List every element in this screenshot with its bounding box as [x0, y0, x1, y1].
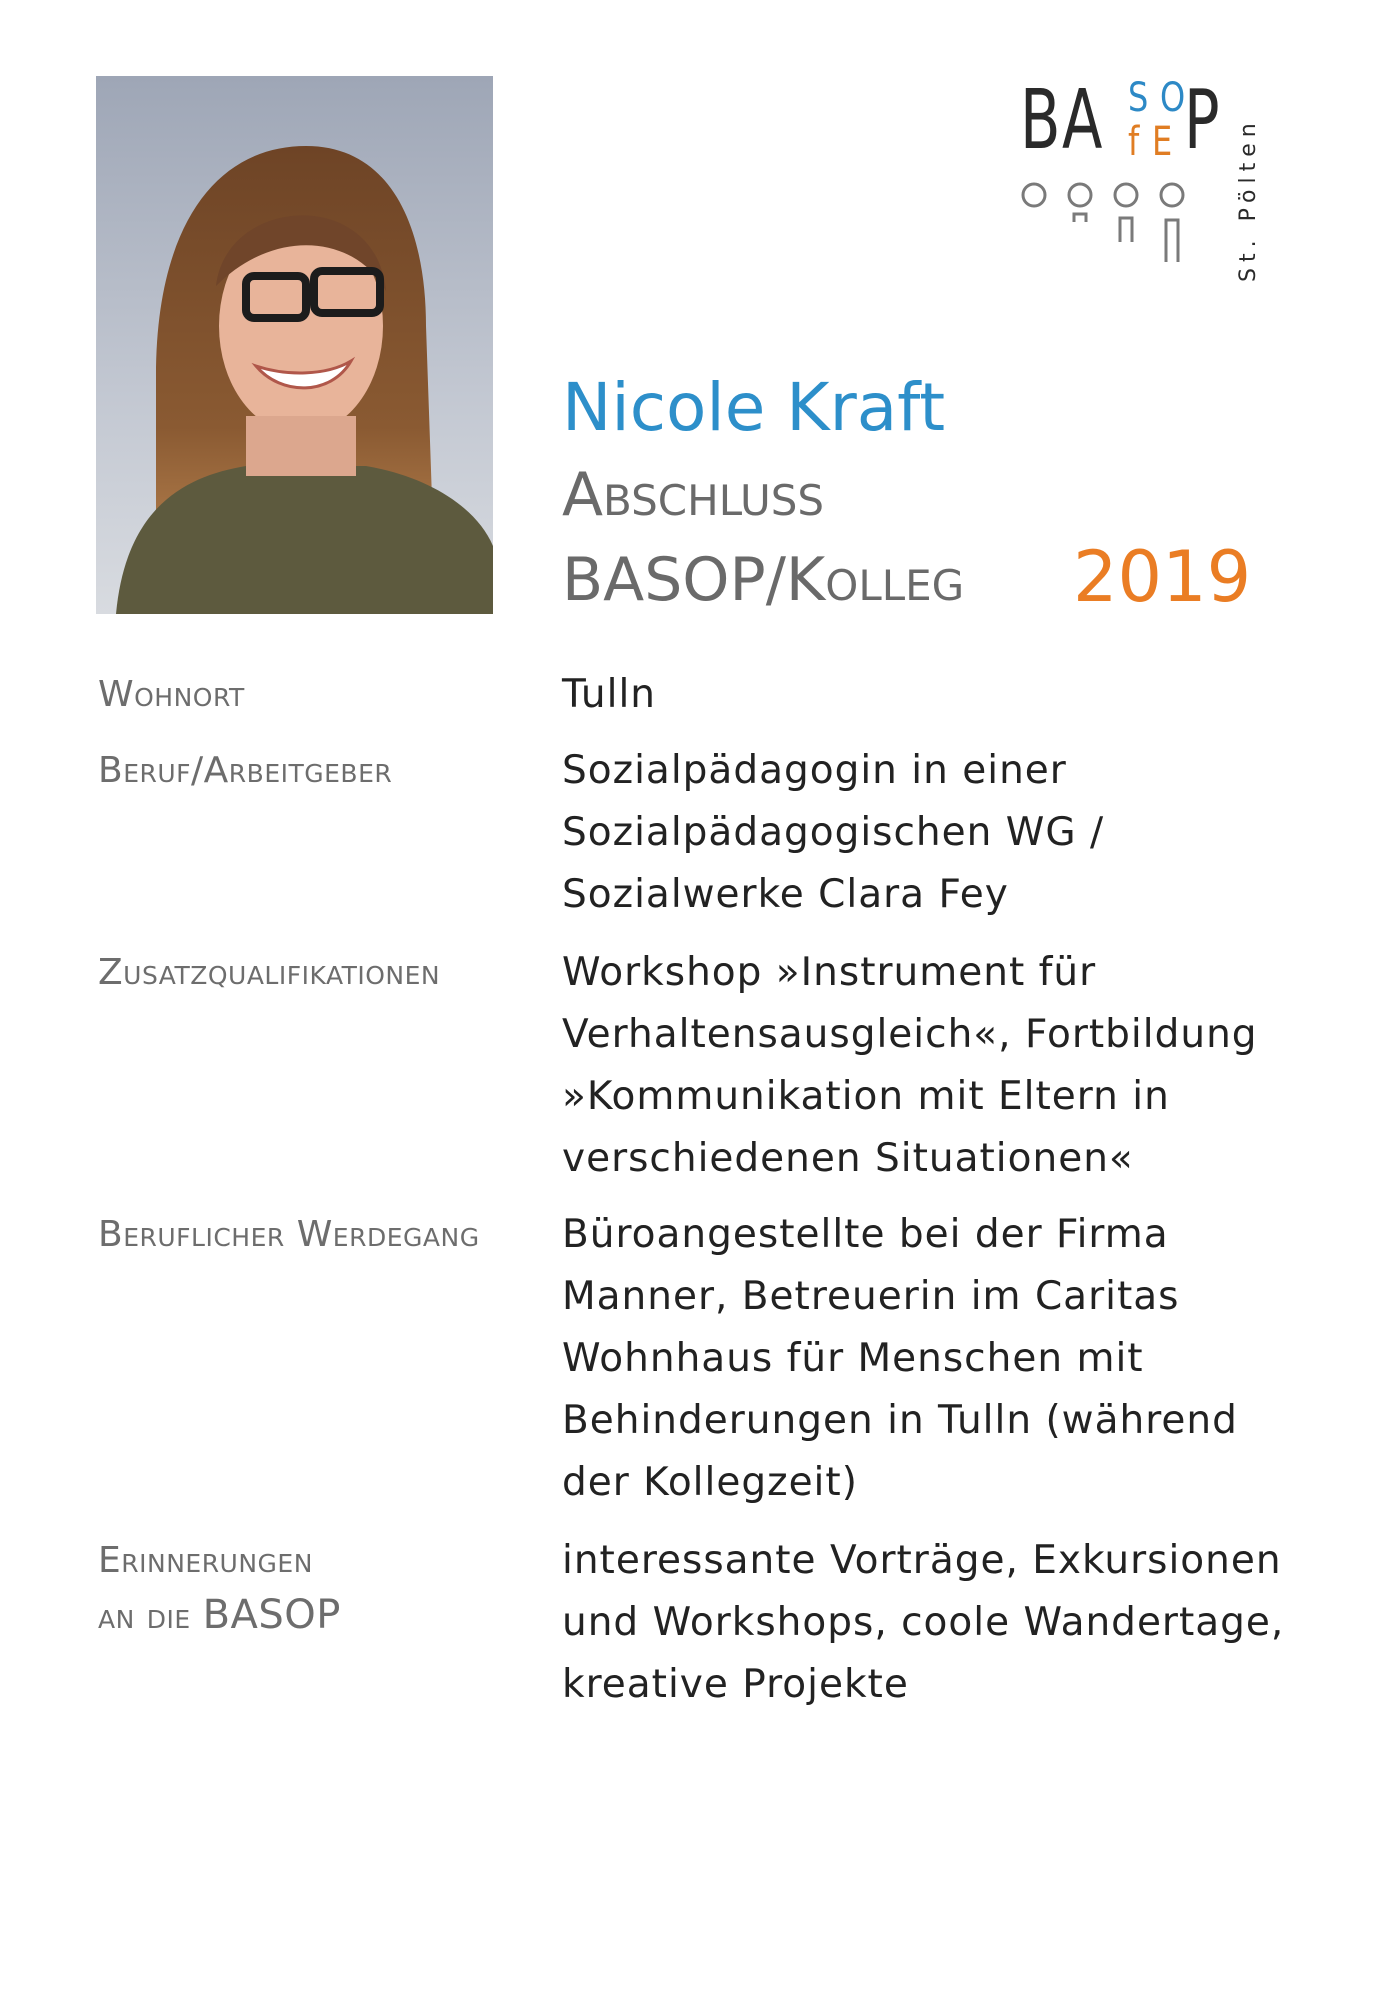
value-line: und Workshops, coole Wandertage,	[562, 1600, 1285, 1645]
value-line: Tulln	[562, 672, 657, 717]
value-line: Behinderungen in Tulln (während	[562, 1398, 1238, 1443]
field-value	[562, 1204, 1322, 1514]
logo-letter-f: f	[1128, 119, 1140, 165]
value-line: der Kollegzeit)	[562, 1460, 858, 1505]
value-line: Verhaltensausgleich«, Fortbildung	[562, 1012, 1258, 1057]
label-basop: BASOP	[202, 1592, 341, 1638]
field-label: Beruflicher Werdegang	[98, 1214, 480, 1255]
program-prefix: BASOP/	[562, 545, 786, 615]
abschluss-label: Abschluss	[562, 460, 825, 530]
field-label	[98, 1534, 538, 1644]
logo-letter-s: S	[1128, 75, 1149, 121]
portrait-photo	[96, 76, 493, 614]
value-line: verschiedenen Situationen«	[562, 1136, 1134, 1181]
value-line: kreative Projekte	[562, 1662, 909, 1707]
value-line: interessante Vorträge, Exkursionen	[562, 1538, 1282, 1583]
logo-letter-b: B	[1020, 73, 1060, 168]
label-line: Erinnerungen	[98, 1540, 313, 1581]
value-line: Sozialwerke Clara Fey	[562, 872, 1009, 917]
portrait-illustration	[96, 76, 493, 614]
logo-letter-p: P	[1184, 73, 1219, 168]
program-label	[562, 545, 964, 615]
field-label: Wohnort	[98, 674, 245, 715]
value-line: Workshop »Instrument für	[562, 950, 1097, 995]
logo-location: St. Pölten	[1236, 117, 1261, 282]
label-prefix: an die	[98, 1596, 203, 1637]
field-label: Zusatzqualifikationen	[98, 952, 441, 993]
value-line: Büroangestellte bei der Firma	[562, 1212, 1169, 1257]
logo-letter-o: O	[1160, 75, 1186, 121]
graduation-year: 2019	[1073, 536, 1252, 618]
logo-letter-a: A	[1062, 73, 1101, 168]
field-value	[562, 664, 1322, 726]
basop-logo	[1010, 72, 1261, 292]
logo-letter-e: E	[1152, 119, 1173, 165]
field-value	[562, 740, 1322, 926]
field-value	[562, 1530, 1322, 1716]
value-line: Sozialpädagogin in einer	[562, 748, 1067, 793]
value-line: Wohnhaus für Menschen mit	[562, 1336, 1144, 1381]
field-value	[562, 942, 1322, 1190]
value-line: Sozialpädagogischen WG /	[562, 810, 1105, 855]
label-line	[98, 1588, 538, 1644]
field-label: Beruf/Arbeitgeber	[98, 750, 393, 791]
logo-figures-icon	[1010, 182, 1200, 262]
program-kolleg: Kolleg	[785, 545, 965, 615]
value-line: Manner, Betreuerin im Caritas	[562, 1274, 1180, 1319]
person-name: Nicole Kraft	[562, 369, 946, 446]
value-line: »Kommunikation mit Eltern in	[562, 1074, 1170, 1119]
